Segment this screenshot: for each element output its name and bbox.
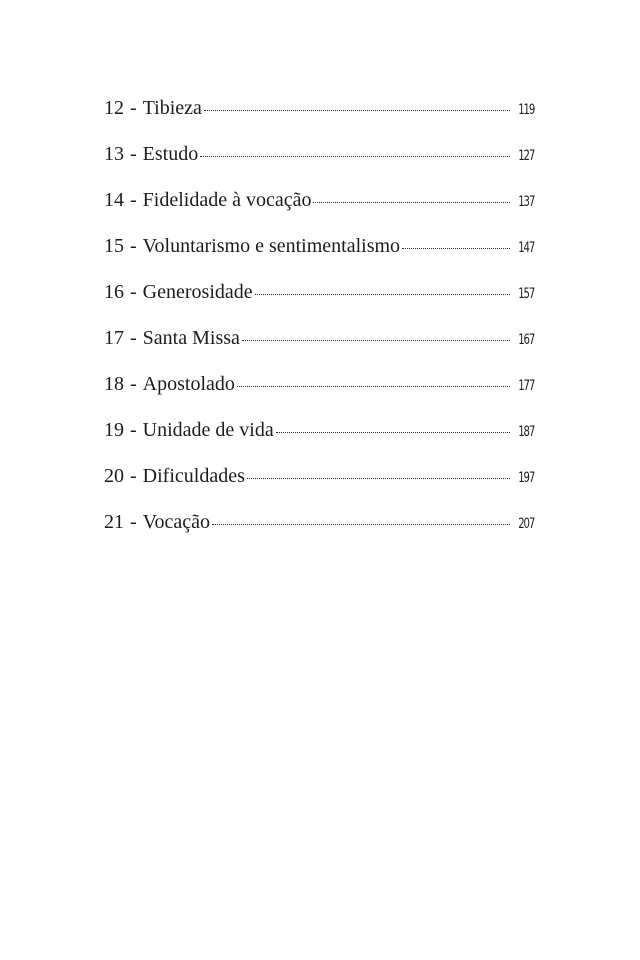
toc-entry xyxy=(104,189,534,235)
toc-entry xyxy=(104,235,534,281)
toc-entry xyxy=(104,281,534,327)
chapter-separator: - xyxy=(130,419,137,441)
page-number: 137 xyxy=(517,194,534,210)
chapter-separator: - xyxy=(130,97,137,119)
page-number: 177 xyxy=(517,378,534,394)
page-number: 187 xyxy=(517,424,534,440)
chapter-separator: - xyxy=(130,235,137,257)
chapter-title: Vocação xyxy=(142,511,211,533)
chapter-number: 13 xyxy=(104,143,124,165)
dot-leader xyxy=(247,478,510,479)
dot-leader xyxy=(276,432,510,433)
toc-entry xyxy=(104,465,534,511)
dot-leader xyxy=(242,340,510,341)
chapter-number: 17 xyxy=(104,327,124,349)
page-number: 157 xyxy=(517,286,534,302)
dot-leader xyxy=(237,386,510,387)
chapter-title: Generosidade xyxy=(142,281,253,303)
toc-entry xyxy=(104,511,534,557)
chapter-title: Unidade de vida xyxy=(142,419,274,441)
page-number: 197 xyxy=(517,470,534,486)
chapter-number: 15 xyxy=(104,235,124,257)
chapter-title: Santa Missa xyxy=(142,327,240,349)
dot-leader xyxy=(204,110,510,111)
table-of-contents xyxy=(104,97,534,557)
dot-leader xyxy=(402,248,510,249)
chapter-number: 20 xyxy=(104,465,124,487)
chapter-title: Estudo xyxy=(142,143,199,165)
chapter-title: Tibieza xyxy=(142,97,202,119)
toc-entry xyxy=(104,327,534,373)
chapter-number: 19 xyxy=(104,419,124,441)
page-number: 119 xyxy=(517,102,534,118)
chapter-separator: - xyxy=(130,327,137,349)
chapter-title: Fidelidade à vocação xyxy=(142,189,312,211)
chapter-separator: - xyxy=(130,189,137,211)
chapter-number: 16 xyxy=(104,281,124,303)
chapter-number: 12 xyxy=(104,97,124,119)
chapter-number: 21 xyxy=(104,511,124,533)
page-number: 127 xyxy=(517,148,534,164)
chapter-separator: - xyxy=(130,143,137,165)
chapter-number: 18 xyxy=(104,373,124,395)
toc-entry xyxy=(104,97,534,143)
chapter-title: Dificuldades xyxy=(142,465,245,487)
toc-entry xyxy=(104,419,534,465)
chapter-separator: - xyxy=(130,373,137,395)
toc-entry xyxy=(104,143,534,189)
chapter-separator: - xyxy=(130,511,137,533)
page-number: 167 xyxy=(517,332,534,348)
dot-leader xyxy=(200,156,510,157)
dot-leader xyxy=(212,524,510,525)
page-number: 207 xyxy=(517,516,534,532)
dot-leader xyxy=(255,294,510,295)
page-number: 147 xyxy=(517,240,534,256)
toc-entry xyxy=(104,373,534,419)
dot-leader xyxy=(313,202,509,203)
chapter-title: Voluntarismo e sentimentalismo xyxy=(142,235,401,257)
chapter-title: Apostolado xyxy=(142,373,235,395)
chapter-separator: - xyxy=(130,281,137,303)
chapter-number: 14 xyxy=(104,189,124,211)
chapter-separator: - xyxy=(130,465,137,487)
